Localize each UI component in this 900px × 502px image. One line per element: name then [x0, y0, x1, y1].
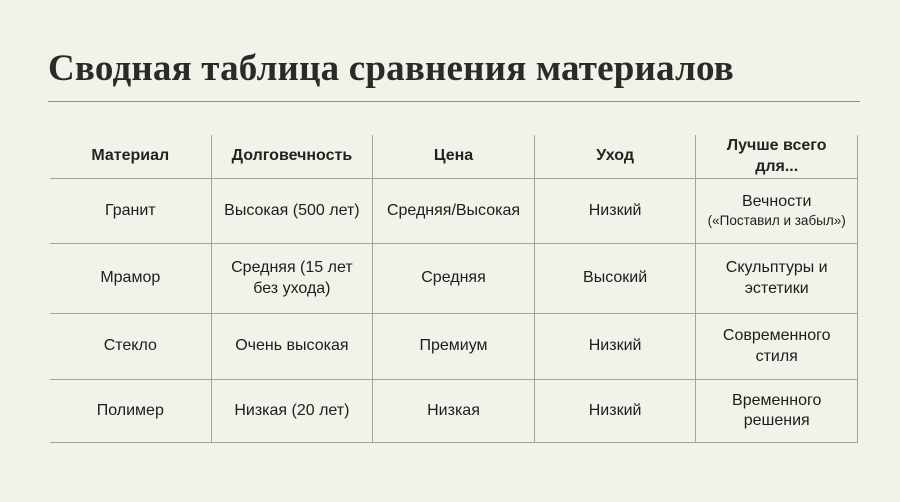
cell-granite-best-for: [696, 179, 858, 244]
column-header-durability: Долговечность: [212, 135, 374, 179]
cell-polymer-price: Низкая: [373, 380, 535, 443]
cell-marble-durability: Средняя (15 лет без ухода): [212, 244, 374, 314]
cell-glass-price: Премиум: [373, 314, 535, 380]
title-divider: [48, 101, 860, 102]
cell-granite-best-for-main: Вечности: [742, 193, 812, 211]
cell-granite-material: Гранит: [50, 179, 212, 244]
cell-polymer-care: Низкий: [535, 380, 697, 443]
column-header-material: Материал: [50, 135, 212, 179]
materials-comparison-table: [50, 135, 858, 443]
cell-marble-material: Мрамор: [50, 244, 212, 314]
cell-marble-price: Средняя: [373, 244, 535, 314]
column-header-care: Уход: [535, 135, 697, 179]
cell-glass-care: Низкий: [535, 314, 697, 380]
cell-glass-best-for: Современного стиля: [696, 314, 858, 380]
cell-polymer-durability: Низкая (20 лет): [212, 380, 374, 443]
column-header-best-for: Лучше всего для...: [696, 135, 858, 179]
cell-polymer-best-for: Временного решения: [696, 380, 858, 443]
cell-granite-best-for-note: («Поставил и забыл»): [707, 212, 846, 228]
column-header-price: Цена: [373, 135, 535, 179]
cell-marble-care: Высокий: [535, 244, 697, 314]
cell-granite-durability: Высокая (500 лет): [212, 179, 374, 244]
cell-polymer-material: Полимер: [50, 380, 212, 443]
page-title: Сводная таблица сравнения материалов: [48, 48, 734, 89]
cell-granite-care: Низкий: [535, 179, 697, 244]
cell-granite-price: Средняя/Высокая: [373, 179, 535, 244]
cell-glass-material: Стекло: [50, 314, 212, 380]
cell-marble-best-for: Скульптуры и эстетики: [696, 244, 858, 314]
cell-glass-durability: Очень высокая: [212, 314, 374, 380]
